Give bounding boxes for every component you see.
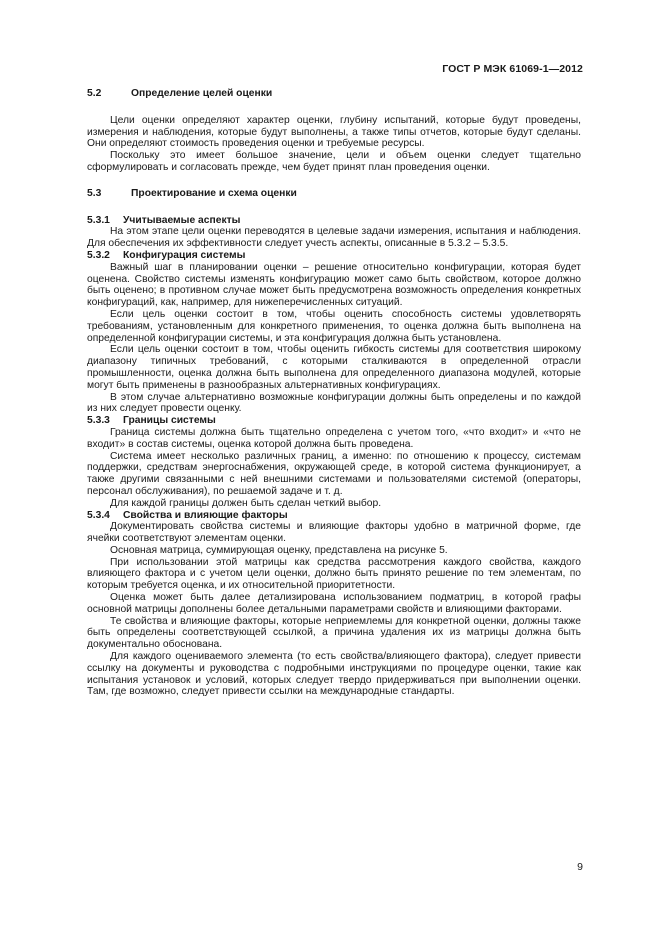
paragraph: Цели оценки определяют характер оценки, глубину испытаний, которые будут проведены, измерения и наблюдения, которые будут выполнены, а также типы отчетов, которые будут сделаны. Они определяют стоимость проведения оценки и требуемые ресурсы. xyxy=(87,114,581,150)
paragraph: Граница системы должна быть тщательно определена с учетом того, «что входит» и «что не входит» в состав системы, оценка которой должна быть проведена. xyxy=(87,426,581,450)
subsection-number: 5.3.2 xyxy=(87,249,110,261)
section-number: 5.3 xyxy=(87,187,102,199)
paragraph: На этом этапе цели оценки переводятся в целевые задачи измерения, испытания и наблюдения. Для обеспечения их эффективности следует учесть аспекты, описанные в 5.3.2 – 5.3.5. xyxy=(87,226,581,250)
paragraph: При использовании этой матрицы как средства рассмотрения каждого свойства, каждого влияющего фактора и с учетом цели оценки, должно быть принято решение по тем элементам, по которым требуется оценка, и их относительной приоритетности. xyxy=(87,556,581,592)
subsection-title: Свойства и влияющие факторы xyxy=(123,509,288,521)
subsection-title: Границы системы xyxy=(123,415,216,427)
subsection-title: Учитываемые аспекты xyxy=(123,214,241,226)
subsection-heading-5-3-3 xyxy=(87,415,581,427)
section-title: Определение целей оценки xyxy=(131,88,273,99)
section-heading-5-3 xyxy=(87,188,581,200)
document-header: ГОСТ Р МЭК 61069-1—2012 xyxy=(442,63,583,75)
page-number: 9 xyxy=(577,861,583,873)
paragraph: Те свойства и влияющие факторы, которые неприемлемы для конкретной оценки, должны также быть определены соответствующей ссылкой, а причина удаления их из матрицы должна быть документально обоснована. xyxy=(87,615,581,651)
document-body xyxy=(87,88,581,698)
paragraph: Документировать свойства системы и влияющие факторы удобно в матричной форме, где ячейки соответствуют элементам оценки. xyxy=(87,521,581,545)
paragraph: Система имеет несколько различных границ, а именно: по отношению к процессу, системам поддержки, средствам энергоснабжения, окружающей среде, в которой система функционирует, а также другими связанными с ней внешними системами и пользователями системой (операторы, персонал обслуживания), по решаемой задаче и т. д. xyxy=(87,450,581,497)
subsection-heading-5-3-4 xyxy=(87,510,581,522)
subsection-heading-5-3-1 xyxy=(87,215,581,227)
paragraph: Оценка может быть далее детализирована использованием подматриц, в которой графы основной матрицы дополнены более детальными параметрами свойств и влияющими факторами. xyxy=(87,592,581,615)
section-title: Проектирование и схема оценки xyxy=(131,187,297,199)
paragraph: В этом случае альтернативно возможные конфигурации должны быть определены и по каждой из них следует провести оценку. xyxy=(87,391,581,415)
paragraph: Важный шаг в планировании оценки – решение относительно конфигурации, которая будет оценена. Свойство системы изменять конфигурацию может само быть свойством, которое должно быть оценено; в противном случае может быть предусмотрена возможность определения конкретных конфигураций, как, например, для нижеперечисленных ситуаций. xyxy=(87,261,581,309)
subsection-number: 5.3.3 xyxy=(87,415,110,427)
paragraph: Основная матрица, суммирующая оценку, представлена на рисунке 5. xyxy=(110,544,448,556)
paragraph: Поскольку это имеет большое значение, цели и объем оценки следует тщательно сформулировать и согласовать прежде, чем будет принят план проведения оценки. xyxy=(87,150,581,173)
paragraph: Если цель оценки состоит в том, чтобы оценить способность системы удовлетворять требованиям, установленным для конкретного применения, то оценка должна быть выполнена на определенной конфигурации системы, и эта конфигурация должна быть установлена. xyxy=(87,308,581,344)
subsection-heading-5-3-2 xyxy=(87,250,581,262)
paragraph: Для каждого оцениваемого элемента (то есть свойства/влияющего фактора), следует привести ссылку на документы и руководства с подробными инструкциями по процедуре оценки, такие как испытания установок и условий, которых следует твердо придерживаться при выполнении оценки. Там, где возможно, следует привести ссылки на международные стандарты. xyxy=(87,651,581,698)
section-number: 5.2 xyxy=(87,88,102,99)
paragraph: Для каждой границы должен быть сделан четкий выбор. xyxy=(110,497,382,509)
subsection-number: 5.3.1 xyxy=(87,214,110,226)
section-heading-5-2 xyxy=(87,88,581,100)
paragraph: Если цель оценки состоит в том, чтобы оценить гибкость системы для соответствия широкому диапазону типичных требований, с которыми сталкиваются в определенной отрасли промышленности, оценка должна быть выполнена для определенного диапазона модулей, которые могут быть применены в разнообразных альтернативных конфигурациях. xyxy=(87,344,581,391)
subsection-title: Конфигурация системы xyxy=(123,249,246,261)
subsection-number: 5.3.4 xyxy=(87,509,110,521)
